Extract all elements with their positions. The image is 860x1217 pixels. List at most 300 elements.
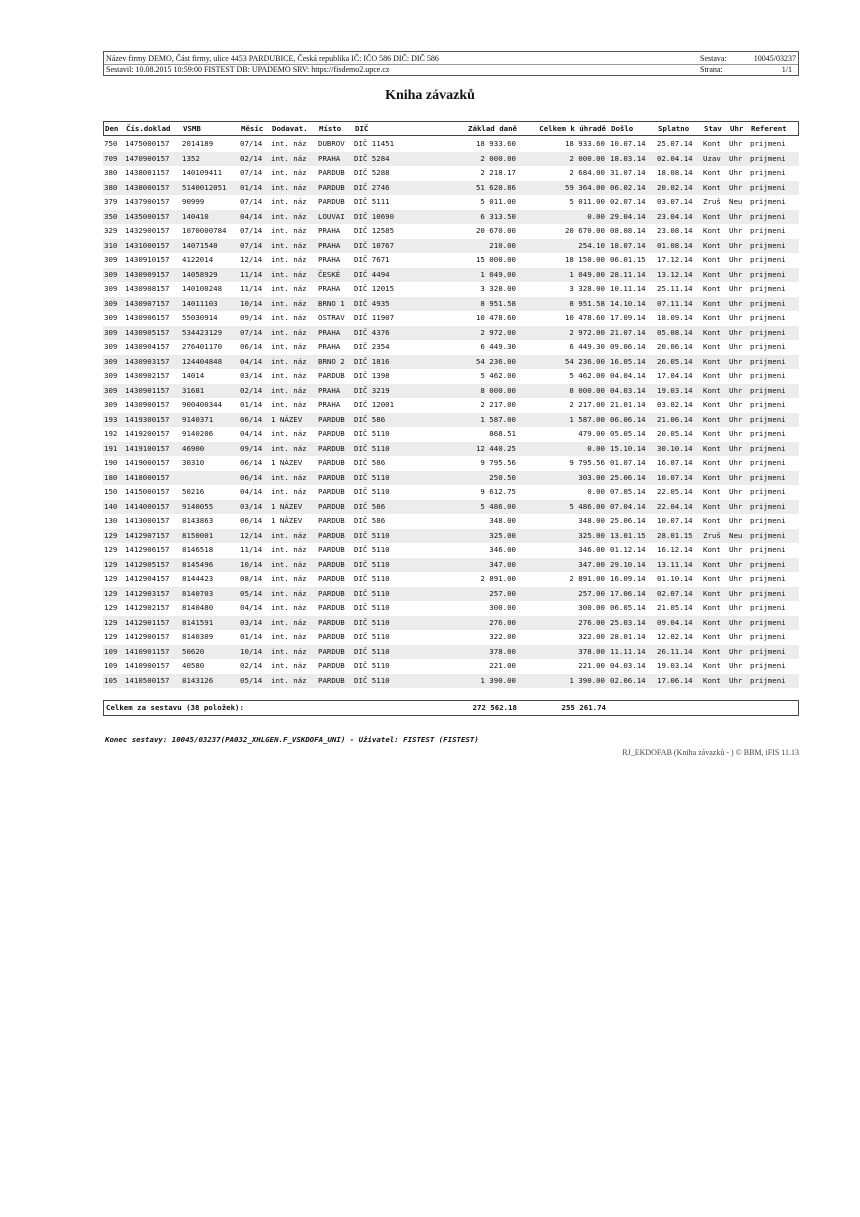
cell-splatno: 10.07.14 [657, 516, 693, 525]
cell-celkem: 54 236.00 [564, 356, 605, 366]
cell-referent: prijmeni [750, 472, 786, 482]
col-cisdoklad: Čís.doklad [126, 124, 171, 133]
cell-den: 309 [104, 255, 118, 264]
cell-misto: PARDUB [318, 530, 345, 540]
cell-vsmb: 8141591 [182, 617, 214, 627]
table-row [103, 282, 799, 297]
cell-dic: DIČ 5110 [354, 617, 390, 627]
cell-dodavat: int. náz [271, 545, 307, 554]
cell-stav: Kont [703, 617, 721, 627]
cell-doslo: 04.04.14 [610, 371, 646, 380]
cell-dodavat: 1 NÁZEV [271, 501, 303, 511]
cell-zaklad: 18 933.60 [475, 139, 516, 148]
cell-uhr: Uhr [729, 472, 743, 482]
cell-zaklad: 1 049.00 [480, 269, 516, 279]
cell-den: 379 [104, 197, 118, 206]
cell-celkem: 300.00 [578, 603, 605, 612]
cell-cisdoklad: 1419000157 [125, 458, 170, 467]
cell-dic: DIČ 7671 [354, 255, 390, 264]
table-row [103, 224, 799, 239]
cell-dodavat: int. náz [271, 603, 307, 612]
cell-zaklad: 5 011.00 [480, 197, 516, 206]
cell-cisdoklad: 1430900157 [125, 400, 170, 409]
cell-misto: PARDUB [318, 414, 345, 424]
cell-celkem: 276.00 [578, 617, 605, 627]
cell-celkem: 9 795.56 [569, 458, 605, 467]
cell-doslo: 01.12.14 [610, 545, 646, 554]
cell-mesic: 09/14 [240, 443, 263, 453]
cell-cisdoklad: 1430909157 [125, 269, 170, 279]
cell-dic: DIČ 586 [354, 501, 386, 511]
cell-mesic: 07/14 [240, 327, 263, 337]
cell-uhr: Uhr [729, 240, 743, 250]
cell-dic: DIČ 5111 [354, 197, 390, 206]
cell-cisdoklad: 1412901157 [125, 617, 170, 627]
cell-splatno: 16.12.14 [657, 545, 693, 554]
cell-misto: PARDUB [318, 588, 345, 598]
cell-splatno: 23.08.14 [657, 226, 693, 235]
cell-referent: prijmeni [750, 559, 786, 569]
cell-uhr: Uhr [729, 385, 743, 395]
col-den: Den [105, 124, 119, 133]
cell-cisdoklad: 1438001157 [125, 168, 170, 177]
cell-doslo: 17.06.14 [610, 588, 646, 598]
cell-cisdoklad: 1412905157 [125, 559, 170, 569]
cell-celkem: 1 049.00 [569, 269, 605, 279]
cell-uhr: Uhr [729, 342, 743, 351]
cell-stav: Kont [703, 182, 721, 192]
cell-mesic: 06/14 [240, 458, 263, 467]
cell-misto: PARDUB [318, 661, 345, 670]
cell-cisdoklad: 1419300157 [125, 414, 170, 424]
table-row [103, 674, 799, 689]
cell-vsmb: 40580 [182, 661, 205, 670]
cell-den: 150 [104, 487, 118, 496]
cell-referent: prijmeni [750, 458, 786, 467]
cell-misto: PARDUB [318, 371, 345, 380]
cell-vsmb: 8150001 [182, 530, 214, 540]
table-row [103, 413, 799, 428]
total-zaklad: 272 562.18 [472, 703, 517, 712]
cell-cisdoklad: 1430901157 [125, 385, 170, 395]
cell-mesic: 06/14 [240, 472, 263, 482]
table-row [103, 616, 799, 631]
cell-doslo: 06.05.14 [610, 603, 646, 612]
cell-celkem: 1 587.00 [569, 414, 605, 424]
cell-misto: PARDUB [318, 516, 345, 525]
cell-den: 309 [104, 327, 118, 337]
cell-celkem: 2 684.00 [569, 168, 605, 177]
cell-dic: DIČ 5110 [354, 472, 390, 482]
cell-doslo: 05.05.14 [610, 429, 646, 438]
cell-doslo: 06.01.15 [610, 255, 646, 264]
cell-zaklad: 5 462.00 [480, 371, 516, 380]
table-row [103, 442, 799, 457]
cell-misto: PARDUB [318, 559, 345, 569]
cell-doslo: 04.03.14 [610, 385, 646, 395]
cell-misto: PRAHA [318, 240, 341, 250]
cell-zaklad: 276.00 [489, 617, 516, 627]
cell-mesic: 12/14 [240, 255, 263, 264]
cell-zaklad: 378.00 [489, 646, 516, 656]
page-title: Kniha závazků [385, 88, 475, 103]
report-header [103, 51, 799, 76]
cell-vsmb: 14014 [182, 371, 205, 380]
cell-splatno: 30.10.14 [657, 443, 693, 453]
cell-uhr: Uhr [729, 661, 743, 670]
cell-dodavat: int. náz [271, 487, 307, 496]
cell-splatno: 02.04.14 [657, 153, 693, 163]
col-stav: Stav [704, 124, 722, 133]
cell-misto: PARDUB [318, 443, 345, 453]
cell-doslo: 29.04.14 [610, 211, 646, 221]
cell-dic: DIČ 1398 [354, 371, 390, 380]
cell-stav: Kont [703, 559, 721, 569]
table-row [103, 456, 799, 471]
cell-den: 193 [104, 414, 118, 424]
cell-doslo: 18.07.14 [610, 240, 646, 250]
cell-vsmb: 2014189 [182, 139, 214, 148]
cell-celkem: 257.00 [578, 588, 605, 598]
cell-stav: Kont [703, 284, 721, 293]
cell-dodavat: int. náz [271, 371, 307, 380]
cell-stav: Kont [703, 661, 721, 670]
cell-referent: prijmeni [750, 139, 786, 148]
cell-stav: Kont [703, 472, 721, 482]
cell-uhr: Uhr [729, 545, 743, 554]
cell-splatno: 03.02.14 [657, 400, 693, 409]
cell-referent: prijmeni [750, 646, 786, 656]
cell-zaklad: 1 390.00 [480, 675, 516, 685]
cell-cisdoklad: 1412907157 [125, 530, 170, 540]
cell-stav: Kont [703, 313, 721, 322]
cell-uhr: Uhr [729, 313, 743, 322]
cell-den: 129 [104, 632, 118, 641]
cell-stav: Kont [703, 342, 721, 351]
cell-mesic: 03/14 [240, 617, 263, 627]
cell-cisdoklad: 1418000157 [125, 472, 170, 482]
table-row [103, 500, 799, 515]
cell-dodavat: int. náz [271, 559, 307, 569]
cell-mesic: 04/14 [240, 487, 263, 496]
cell-cisdoklad: 1430906157 [125, 313, 170, 322]
cell-vsmb: 50620 [182, 646, 205, 656]
cell-doslo: 17.09.14 [610, 313, 646, 322]
cell-uhr: Uhr [729, 269, 743, 279]
cell-referent: prijmeni [750, 530, 786, 540]
cell-vsmb: 8145496 [182, 559, 214, 569]
cell-stav: Kont [703, 501, 721, 511]
cell-vsmb: 9140371 [182, 414, 214, 424]
cell-stav: Kont [703, 298, 721, 308]
cell-splatno: 22.04.14 [657, 501, 693, 511]
cell-celkem: 0.00 [587, 487, 605, 496]
cell-misto: PARDUB [318, 501, 345, 511]
cell-dodavat: 1 NÁZEV [271, 414, 303, 424]
cell-splatno: 20.02.14 [657, 182, 693, 192]
cell-zaklad: 2 972.00 [480, 327, 516, 337]
sestava-label: Sestava: [700, 54, 727, 63]
cell-dic: DIČ 4935 [354, 298, 390, 308]
report-credit: RJ_EKDOFAB (Kniha závazků - ) © BBM, iFIS 11.13 [622, 748, 799, 757]
cell-uhr: Uhr [729, 487, 743, 496]
cell-mesic: 06/14 [240, 516, 263, 525]
cell-doslo: 07.05.14 [610, 487, 646, 496]
cell-cisdoklad: 1430905157 [125, 327, 170, 337]
cell-dic: DIČ 11907 [354, 313, 395, 322]
cell-stav: Kont [703, 646, 721, 656]
cell-vsmb: 276401170 [182, 342, 223, 351]
cell-dodavat: int. náz [271, 443, 307, 453]
cell-misto: PARDUB [318, 472, 345, 482]
cell-referent: prijmeni [750, 284, 786, 293]
cell-referent: prijmeni [750, 240, 786, 250]
cell-mesic: 04/14 [240, 603, 263, 612]
cell-dodavat: int. náz [271, 617, 307, 627]
cell-splatno: 19.03.14 [657, 385, 693, 395]
cell-stav: Kont [703, 458, 721, 467]
cell-mesic: 06/14 [240, 342, 263, 351]
cell-mesic: 08/14 [240, 574, 263, 583]
cell-celkem: 347.00 [578, 559, 605, 569]
cell-mesic: 01/14 [240, 182, 263, 192]
cell-vsmb: 90999 [182, 197, 205, 206]
cell-doslo: 15.10.14 [610, 443, 646, 453]
cell-dic: DIČ 2746 [354, 182, 390, 192]
cell-den: 129 [104, 559, 118, 569]
cell-vsmb: 8143126 [182, 675, 214, 685]
cell-splatno: 02.07.14 [657, 588, 693, 598]
col-zaklad: Základ daně [468, 124, 517, 133]
cell-zaklad: 6 449.30 [480, 342, 516, 351]
cell-dodavat: int. náz [271, 342, 307, 351]
cell-referent: prijmeni [750, 327, 786, 337]
cell-misto: PARDUB [318, 429, 345, 438]
cell-celkem: 6 449.30 [569, 342, 605, 351]
cell-cisdoklad: 1430902157 [125, 371, 170, 380]
cell-dic: DIČ 10690 [354, 211, 395, 221]
cell-celkem: 322.00 [578, 632, 605, 641]
cell-dic: DIČ 12015 [354, 284, 395, 293]
cell-vsmb: 8144423 [182, 574, 214, 583]
cell-zaklad: 54 236.00 [475, 356, 516, 366]
cell-uhr: Uhr [729, 153, 743, 163]
cell-vsmb: 9140055 [182, 501, 214, 511]
cell-mesic: 11/14 [240, 269, 263, 279]
cell-celkem: 2 217.00 [569, 400, 605, 409]
col-celkem: Celkem k úhradě [539, 124, 606, 133]
cell-dic: DIČ 5110 [354, 632, 390, 641]
cell-vsmb: 8140480 [182, 603, 214, 612]
cell-celkem: 3 328.00 [569, 284, 605, 293]
cell-celkem: 5 011.00 [569, 197, 605, 206]
cell-uhr: Uhr [729, 255, 743, 264]
cell-zaklad: 51 620.86 [475, 182, 516, 192]
cell-splatno: 20.05.14 [657, 429, 693, 438]
cell-zaklad: 250.50 [489, 472, 516, 482]
table-row [103, 543, 799, 558]
cell-dodavat: int. náz [271, 284, 307, 293]
cell-vsmb: 8140703 [182, 588, 214, 598]
cell-mesic: 01/14 [240, 632, 263, 641]
cell-splatno: 25.11.14 [657, 284, 693, 293]
cell-stav: Kont [703, 487, 721, 496]
table-row [103, 558, 799, 573]
cell-vsmb: 8143863 [182, 516, 214, 525]
cell-uhr: Uhr [729, 632, 743, 641]
table-header [103, 121, 799, 136]
cell-dodavat: int. náz [271, 530, 307, 540]
cell-cisdoklad: 1430910157 [125, 255, 170, 264]
cell-doslo: 06.06.14 [610, 414, 646, 424]
total-label: Celkem za sestavu (38 položek): [106, 703, 244, 712]
table-row [103, 630, 799, 645]
cell-den: 140 [104, 501, 118, 511]
cell-zaklad: 15 000.00 [475, 255, 516, 264]
cell-celkem: 254.10 [578, 240, 605, 250]
cell-dic: DIČ 5110 [354, 588, 390, 598]
cell-zaklad: 348.00 [489, 516, 516, 525]
cell-doslo: 01.07.14 [610, 458, 646, 467]
cell-den: 350 [104, 211, 118, 221]
cell-stav: Kont [703, 632, 721, 641]
cell-doslo: 13.01.15 [610, 530, 646, 540]
cell-cisdoklad: 1430907157 [125, 298, 170, 308]
cell-dodavat: int. náz [271, 400, 307, 409]
cell-dodavat: int. náz [271, 646, 307, 656]
cell-den: 309 [104, 385, 118, 395]
table-row [103, 239, 799, 254]
cell-stav: Zruš [703, 197, 721, 206]
cell-zaklad: 221.00 [489, 661, 516, 670]
cell-dic: DIČ 4376 [354, 327, 390, 337]
table-row [103, 297, 799, 312]
cell-mesic: 07/14 [240, 139, 263, 148]
cell-splatno: 28.01.15 [657, 530, 693, 540]
cell-misto: PARDUB [318, 458, 345, 467]
cell-zaklad: 325.00 [489, 530, 516, 540]
cell-den: 130 [104, 516, 118, 525]
cell-cisdoklad: 1413000157 [125, 516, 170, 525]
cell-vsmb: 140109411 [182, 168, 223, 177]
cell-den: 380 [104, 182, 118, 192]
cell-splatno: 13.12.14 [657, 269, 693, 279]
cell-splatno: 25.07.14 [657, 139, 693, 148]
cell-dic: DIČ 5110 [354, 661, 390, 670]
cell-zaklad: 12 440.25 [475, 443, 516, 453]
compiled-line: Sestavil: 10.08.2015 10:59:00 FISTEST DB: UPADEMO SRV: https://fisdemo2.upce.cz [106, 65, 390, 74]
cell-zaklad: 2 217.00 [480, 400, 516, 409]
cell-misto: PRAHA [318, 327, 341, 337]
table-row [103, 427, 799, 442]
cell-dic: DIČ 5110 [354, 574, 390, 583]
cell-doslo: 09.06.14 [610, 342, 646, 351]
cell-uhr: Uhr [729, 371, 743, 380]
cell-dodavat: int. náz [271, 472, 307, 482]
cell-dic: DIČ 5110 [354, 545, 390, 554]
cell-den: 180 [104, 472, 118, 482]
strana-label: Strana: [700, 65, 723, 74]
cell-den: 709 [104, 153, 118, 163]
cell-vsmb: 5140012051 [182, 182, 227, 192]
cell-celkem: 2 891.00 [569, 574, 605, 583]
cell-cisdoklad: 1410500157 [125, 675, 170, 685]
cell-mesic: 10/14 [240, 646, 263, 656]
cell-vsmb: 900400344 [182, 400, 223, 409]
cell-referent: prijmeni [750, 182, 786, 192]
cell-splatno: 16.07.14 [657, 458, 693, 467]
cell-splatno: 13.11.14 [657, 559, 693, 569]
cell-vsmb: 55030914 [182, 313, 218, 322]
cell-mesic: 11/14 [240, 284, 263, 293]
cell-celkem: 18 933.60 [564, 139, 605, 148]
cell-splatno: 10.07.14 [657, 472, 693, 482]
cell-referent: prijmeni [750, 211, 786, 221]
cell-doslo: 06.02.14 [610, 182, 646, 192]
cell-uhr: Uhr [729, 574, 743, 583]
cell-celkem: 5 462.00 [569, 371, 605, 380]
cell-splatno: 21.05.14 [657, 603, 693, 612]
cell-misto: PARDUB [318, 197, 345, 206]
cell-vsmb: 4122014 [182, 255, 214, 264]
cell-misto: PRAHA [318, 342, 341, 351]
cell-cisdoklad: 1437900157 [125, 197, 170, 206]
cell-uhr: Uhr [729, 414, 743, 424]
cell-referent: prijmeni [750, 269, 786, 279]
table-row [103, 659, 799, 674]
cell-referent: prijmeni [750, 617, 786, 627]
cell-cisdoklad: 1430908157 [125, 284, 170, 293]
cell-celkem: 303.00 [578, 472, 605, 482]
cell-cisdoklad: 1419200157 [125, 429, 170, 438]
cell-cisdoklad: 1412904157 [125, 574, 170, 583]
cell-doslo: 07.04.14 [610, 501, 646, 511]
cell-zaklad: 3 328.00 [480, 284, 516, 293]
cell-stav: Kont [703, 327, 721, 337]
cell-uhr: Uhr [729, 675, 743, 685]
cell-den: 380 [104, 168, 118, 177]
cell-den: 192 [104, 429, 118, 438]
cell-misto: PARDUB [318, 617, 345, 627]
total-row [103, 700, 799, 716]
table-row [103, 181, 799, 196]
cell-doslo: 02.06.14 [610, 675, 646, 685]
cell-uhr: Uhr [729, 501, 743, 511]
cell-misto: PRAHA [318, 400, 341, 409]
cell-zaklad: 1 587.00 [480, 414, 516, 424]
cell-den: 309 [104, 400, 118, 409]
cell-mesic: 09/14 [240, 313, 263, 322]
cell-doslo: 16.09.14 [610, 574, 646, 583]
cell-stav: Kont [703, 139, 721, 148]
cell-den: 129 [104, 617, 118, 627]
cell-dic: DIČ 1816 [354, 356, 390, 366]
cell-uhr: Uhr [729, 298, 743, 308]
cell-dic: DIČ 5110 [354, 530, 390, 540]
cell-cisdoklad: 1431000157 [125, 240, 170, 250]
cell-misto: OSTRAV [318, 313, 345, 322]
cell-mesic: 04/14 [240, 429, 263, 438]
cell-mesic: 06/14 [240, 414, 263, 424]
cell-vsmb: 1352 [182, 153, 200, 163]
cell-stav: Kont [703, 226, 721, 235]
cell-uhr: Uhr [729, 429, 743, 438]
cell-stav: Kont [703, 574, 721, 583]
cell-mesic: 12/14 [240, 530, 263, 540]
cell-uhr: Uhr [729, 168, 743, 177]
cell-den: 129 [104, 603, 118, 612]
col-splatno: Splatno [658, 124, 690, 133]
